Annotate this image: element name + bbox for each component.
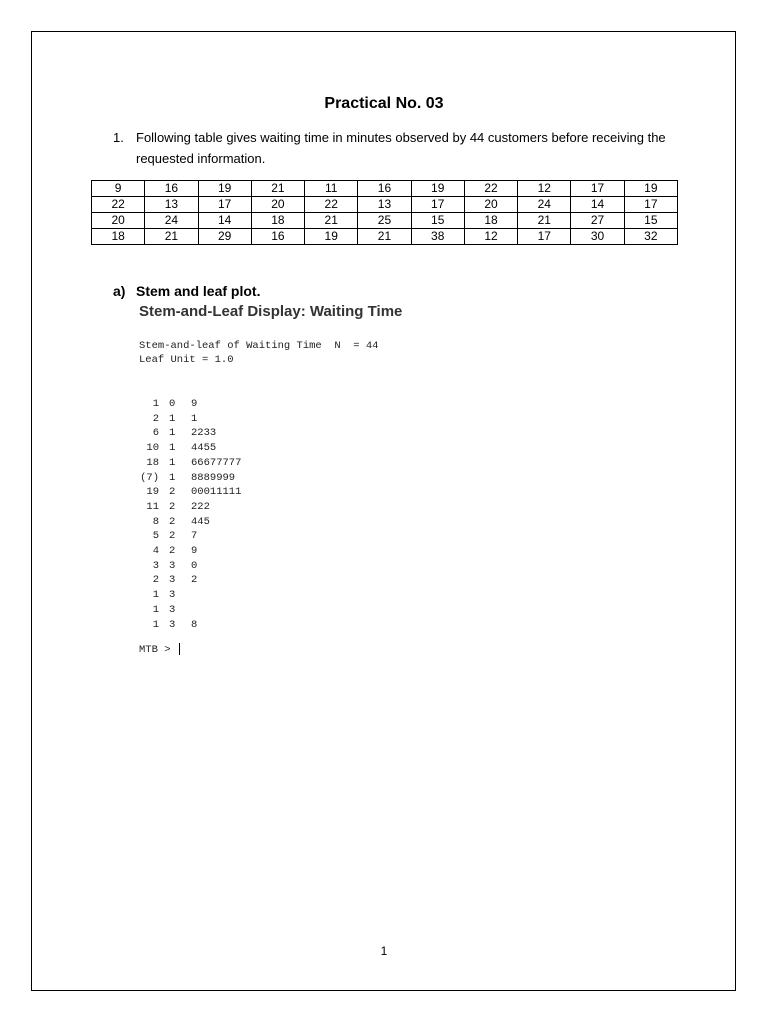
table-cell: 16 — [145, 181, 198, 197]
section-label: a) — [113, 283, 126, 299]
question-number: 1. — [113, 130, 124, 145]
table-cell: 21 — [518, 213, 571, 229]
table-cell: 16 — [251, 229, 304, 245]
page-number: 1 — [380, 944, 388, 958]
stem-leaf-leaves: 66677777 — [191, 456, 242, 469]
stem-leaf-stem: 0 — [169, 398, 176, 410]
table-cell: 17 — [411, 197, 464, 213]
leaf-unit-line: Leaf Unit = 1.0 — [139, 354, 234, 366]
table-cell: 14 — [571, 197, 624, 213]
stem-leaf-depth: 4 — [152, 545, 159, 557]
table-cell: 20 — [251, 197, 304, 213]
stem-leaf-stem: 2 — [169, 486, 176, 499]
stem-leaf-leaves: 9 — [191, 545, 198, 557]
stem-leaf-stem: 1 — [169, 442, 176, 455]
stem-leaf-depth: 1 — [152, 589, 159, 602]
table-cell: 22 — [305, 197, 358, 213]
stem-leaf-depth: 10 — [146, 442, 159, 455]
section-heading: Stem and leaf plot. — [136, 283, 261, 299]
table-cell: 20 — [92, 213, 145, 229]
table-cell: 22 — [92, 197, 145, 213]
stem-leaf-stem: 1 — [169, 471, 176, 484]
stem-leaf-leaves: 8 — [191, 618, 198, 631]
stem-leaf-stem: 3 — [169, 603, 176, 616]
stem-leaf-stem: 3 — [169, 574, 176, 587]
stem-leaf-depth: 3 — [152, 559, 159, 572]
stem-leaf-depth: 11 — [146, 500, 159, 513]
table-cell: 15 — [411, 213, 464, 229]
stem-leaf-stem: 3 — [169, 559, 176, 572]
table-cell: 19 — [411, 181, 464, 197]
table-cell: 17 — [571, 181, 624, 197]
stem-leaf-leaves: 1 — [191, 412, 198, 425]
minitab-output-title: Stem-and-Leaf Display: Waiting Time — [139, 303, 403, 320]
table-cell: 15 — [624, 213, 677, 229]
table-cell: 12 — [518, 181, 571, 197]
stem-leaf-leaves: 2 — [191, 574, 198, 587]
stem-leaf-depth: 5 — [152, 530, 159, 543]
stem-leaf-leaves: 7 — [191, 530, 198, 543]
table-cell: 18 — [92, 229, 145, 245]
prompt-text: MTB > — [139, 643, 177, 656]
table-cell: 24 — [518, 197, 571, 213]
table-cell: 9 — [92, 181, 145, 197]
table-cell: 21 — [358, 229, 411, 245]
stem-leaf-leaves: 8889999 — [191, 471, 236, 484]
page-border — [31, 31, 736, 991]
stem-leaf-stem: 2 — [169, 545, 176, 557]
waiting-time-table — [91, 180, 678, 245]
stem-leaf-leaves: 9 — [191, 398, 198, 410]
stem-leaf-header: Stem-and-leaf of Waiting Time N = 44 — [139, 340, 379, 352]
table-cell: 16 — [358, 181, 411, 197]
table-cell: 19 — [198, 181, 251, 197]
stem-leaf-depth: 1 — [152, 398, 159, 410]
table-cell: 19 — [305, 229, 358, 245]
stem-leaf-depth: 8 — [152, 515, 159, 528]
stem-leaf-stem: 2 — [169, 515, 176, 528]
table-cell: 17 — [198, 197, 251, 213]
stem-leaf-stem: 1 — [169, 427, 176, 440]
table-row — [92, 181, 678, 197]
stem-leaf-leaves: 445 — [191, 515, 210, 528]
table-cell: 12 — [464, 229, 517, 245]
stem-leaf-leaves: 222 — [191, 500, 210, 513]
stem-leaf-depth: 1 — [152, 618, 159, 631]
table-row — [92, 229, 678, 245]
table-cell: 21 — [145, 229, 198, 245]
table-cell: 19 — [624, 181, 677, 197]
stem-leaf-stem: 2 — [169, 530, 176, 543]
stem-leaf-stem: 3 — [169, 589, 176, 602]
text-cursor — [179, 643, 180, 655]
stem-leaf-stem: 1 — [169, 412, 176, 425]
table-cell: 18 — [464, 213, 517, 229]
minitab-prompt[interactable] — [139, 643, 180, 656]
table-row — [92, 213, 678, 229]
table-cell: 25 — [358, 213, 411, 229]
stem-leaf-depth: (7) — [140, 471, 159, 484]
stem-leaf-depth: 6 — [152, 427, 159, 440]
stem-leaf-depth: 2 — [152, 574, 159, 587]
table-cell: 24 — [145, 213, 198, 229]
page-title: Practical No. 03 — [324, 95, 444, 112]
table-cell: 13 — [358, 197, 411, 213]
stem-leaf-depth: 1 — [152, 603, 159, 616]
table-cell: 18 — [251, 213, 304, 229]
table-cell: 14 — [198, 213, 251, 229]
stem-leaf-stem: 1 — [169, 456, 176, 469]
table-cell: 30 — [571, 229, 624, 245]
table-cell: 17 — [518, 229, 571, 245]
question-text: Following table gives waiting time in minutes observed by 44 customers before receiving the requested information. — [136, 130, 666, 166]
table-cell: 22 — [464, 181, 517, 197]
table-cell: 29 — [198, 229, 251, 245]
table-cell: 32 — [624, 229, 677, 245]
table-cell: 21 — [251, 181, 304, 197]
stem-leaf-depth: 2 — [152, 412, 159, 425]
table-row — [92, 197, 678, 213]
stem-leaf-leaves: 0 — [191, 559, 198, 572]
table-cell: 27 — [571, 213, 624, 229]
table-cell: 17 — [624, 197, 677, 213]
stem-leaf-depth: 18 — [146, 456, 159, 469]
table-cell: 13 — [145, 197, 198, 213]
table-cell: 38 — [411, 229, 464, 245]
table-cell: 11 — [305, 181, 358, 197]
stem-leaf-leaves: 00011111 — [191, 486, 242, 499]
stem-leaf-stem: 3 — [169, 618, 176, 631]
table-cell: 20 — [464, 197, 517, 213]
stem-leaf-leaves: 2233 — [191, 427, 217, 440]
stem-leaf-depth: 19 — [146, 486, 159, 499]
stem-leaf-stem: 2 — [169, 500, 176, 513]
stem-leaf-leaves: 4455 — [191, 442, 217, 455]
table-cell: 21 — [305, 213, 358, 229]
